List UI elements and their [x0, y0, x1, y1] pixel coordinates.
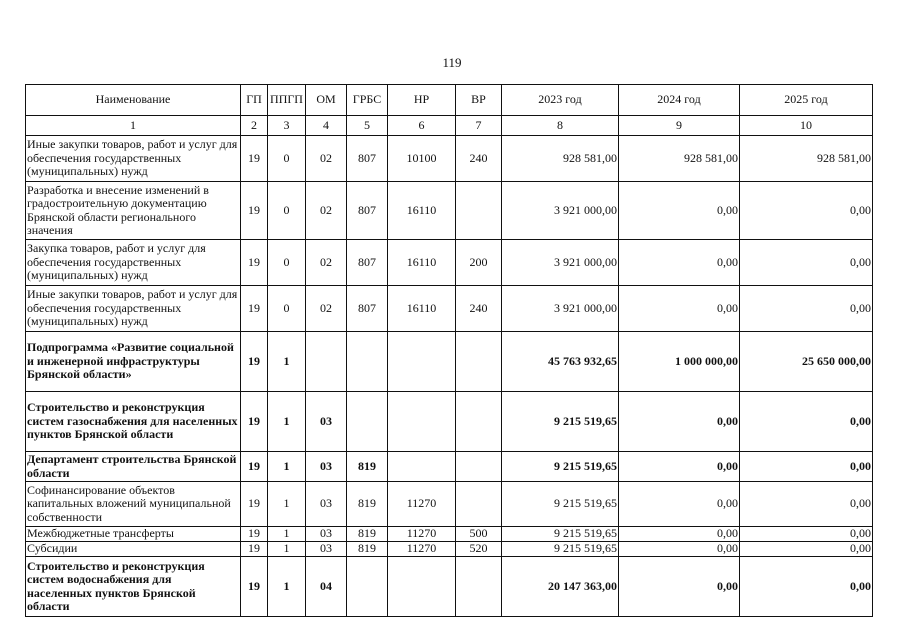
cell-gp: 19 — [241, 332, 268, 392]
cell-ppgp: 1 — [268, 557, 306, 617]
header-2023: 2023 год — [502, 85, 619, 116]
table-row — [26, 542, 873, 557]
cell-nr: 10100 — [388, 136, 456, 182]
cell-2023: 9 215 519,65 — [502, 542, 619, 557]
cell-grbs: 807 — [347, 136, 388, 182]
cell-2023: 45 763 932,65 — [502, 332, 619, 392]
row-name: Строительство и реконструкция систем газоснабжения для населенных пунктов Брянской области — [26, 392, 241, 452]
cell-grbs: 819 — [347, 452, 388, 482]
column-number: 10 — [740, 116, 873, 136]
cell-nr: 11270 — [388, 542, 456, 557]
cell-gp: 19 — [241, 136, 268, 182]
header-name: Наименование — [26, 85, 241, 116]
cell-nr: 11270 — [388, 482, 456, 527]
column-number: 3 — [268, 116, 306, 136]
column-number: 7 — [456, 116, 502, 136]
cell-om: 02 — [306, 136, 347, 182]
cell-om: 03 — [306, 482, 347, 527]
table-row — [26, 136, 873, 182]
cell-2023: 9 215 519,65 — [502, 392, 619, 452]
cell-2024: 0,00 — [619, 182, 740, 240]
cell-2023: 9 215 519,65 — [502, 482, 619, 527]
cell-2025: 0,00 — [740, 557, 873, 617]
cell-om: 03 — [306, 542, 347, 557]
cell-om: 03 — [306, 527, 347, 542]
cell-vr: 200 — [456, 240, 502, 286]
header-gp: ГП — [241, 85, 268, 116]
cell-ppgp: 1 — [268, 452, 306, 482]
cell-2024: 0,00 — [619, 482, 740, 527]
cell-gp: 19 — [241, 557, 268, 617]
cell-vr: 520 — [456, 542, 502, 557]
cell-om: 04 — [306, 557, 347, 617]
cell-om: 02 — [306, 286, 347, 332]
cell-2023: 3 921 000,00 — [502, 240, 619, 286]
column-number: 4 — [306, 116, 347, 136]
cell-2025: 0,00 — [740, 392, 873, 452]
table-row — [26, 182, 873, 240]
row-name: Софинансирование объектов капитальных вложений муниципальной собственности — [26, 482, 241, 527]
cell-nr — [388, 452, 456, 482]
cell-2023: 20 147 363,00 — [502, 557, 619, 617]
cell-vr — [456, 182, 502, 240]
column-number: 8 — [502, 116, 619, 136]
cell-grbs: 819 — [347, 482, 388, 527]
cell-gp: 19 — [241, 182, 268, 240]
cell-nr — [388, 392, 456, 452]
cell-grbs: 807 — [347, 240, 388, 286]
page-number: 119 — [442, 55, 462, 70]
cell-gp: 19 — [241, 286, 268, 332]
cell-2025: 928 581,00 — [740, 136, 873, 182]
cell-om — [306, 332, 347, 392]
cell-gp: 19 — [241, 542, 268, 557]
column-number: 2 — [241, 116, 268, 136]
cell-ppgp: 1 — [268, 527, 306, 542]
cell-om: 03 — [306, 392, 347, 452]
cell-2023: 3 921 000,00 — [502, 286, 619, 332]
row-name: Иные закупки товаров, работ и услуг для обеспечения государственных (муниципальных) нужд — [26, 286, 241, 332]
cell-2024: 0,00 — [619, 557, 740, 617]
row-name: Строительство и реконструкция систем водоснабжения для населенных пунктов Брянской области — [26, 557, 241, 617]
cell-ppgp: 0 — [268, 240, 306, 286]
column-number-row — [26, 116, 873, 136]
cell-vr — [456, 482, 502, 527]
cell-vr — [456, 452, 502, 482]
cell-nr — [388, 332, 456, 392]
column-number: 5 — [347, 116, 388, 136]
cell-2024: 0,00 — [619, 286, 740, 332]
cell-ppgp: 1 — [268, 542, 306, 557]
column-number: 6 — [388, 116, 456, 136]
row-name: Департамент строительства Брянской области — [26, 452, 241, 482]
row-name: Подпрограмма «Развитие социальной и инженерной инфраструктуры Брянской области» — [26, 332, 241, 392]
cell-nr: 16110 — [388, 182, 456, 240]
table-row — [26, 332, 873, 392]
cell-2025: 0,00 — [740, 182, 873, 240]
header-om: ОМ — [306, 85, 347, 116]
cell-ppgp: 0 — [268, 136, 306, 182]
table-row — [26, 392, 873, 452]
cell-2025: 0,00 — [740, 452, 873, 482]
header-ppgp: ППГП — [268, 85, 306, 116]
cell-grbs: 807 — [347, 286, 388, 332]
cell-om: 03 — [306, 452, 347, 482]
cell-2025: 0,00 — [740, 542, 873, 557]
cell-2025: 0,00 — [740, 240, 873, 286]
cell-grbs — [347, 557, 388, 617]
row-name: Иные закупки товаров, работ и услуг для обеспечения государственных (муниципальных) нужд — [26, 136, 241, 182]
cell-vr: 500 — [456, 527, 502, 542]
cell-2025: 0,00 — [740, 286, 873, 332]
cell-grbs: 819 — [347, 527, 388, 542]
cell-2023: 928 581,00 — [502, 136, 619, 182]
cell-ppgp: 0 — [268, 286, 306, 332]
cell-gp: 19 — [241, 240, 268, 286]
budget-table — [25, 84, 873, 617]
row-name: Межбюджетные трансферты — [26, 527, 241, 542]
cell-ppgp: 1 — [268, 332, 306, 392]
cell-grbs: 819 — [347, 542, 388, 557]
cell-2024: 0,00 — [619, 452, 740, 482]
cell-gp: 19 — [241, 392, 268, 452]
table-row — [26, 482, 873, 527]
table-row — [26, 286, 873, 332]
cell-om: 02 — [306, 182, 347, 240]
cell-nr: 11270 — [388, 527, 456, 542]
cell-grbs — [347, 332, 388, 392]
cell-gp: 19 — [241, 452, 268, 482]
cell-gp: 19 — [241, 482, 268, 527]
cell-2023: 3 921 000,00 — [502, 182, 619, 240]
cell-2024: 0,00 — [619, 392, 740, 452]
cell-2024: 1 000 000,00 — [619, 332, 740, 392]
column-number: 9 — [619, 116, 740, 136]
cell-2023: 9 215 519,65 — [502, 452, 619, 482]
cell-nr — [388, 557, 456, 617]
row-name: Закупка товаров, работ и услуг для обеспечения государственных (муниципальных) нужд — [26, 240, 241, 286]
cell-2025: 25 650 000,00 — [740, 332, 873, 392]
cell-vr: 240 — [456, 286, 502, 332]
cell-vr — [456, 557, 502, 617]
header-nr: НР — [388, 85, 456, 116]
table-row — [26, 240, 873, 286]
header-vr: ВР — [456, 85, 502, 116]
row-name: Субсидии — [26, 542, 241, 557]
cell-2025: 0,00 — [740, 527, 873, 542]
cell-ppgp: 1 — [268, 482, 306, 527]
header-row — [26, 85, 873, 116]
cell-2024: 0,00 — [619, 240, 740, 286]
row-name: Разработка и внесение изменений в градостроительную документацию Брянской области регионального значения — [26, 182, 241, 240]
cell-grbs: 807 — [347, 182, 388, 240]
header-2025: 2025 год — [740, 85, 873, 116]
cell-nr: 16110 — [388, 286, 456, 332]
cell-2025: 0,00 — [740, 482, 873, 527]
cell-ppgp: 0 — [268, 182, 306, 240]
table-row — [26, 452, 873, 482]
cell-vr — [456, 392, 502, 452]
header-grbs: ГРБС — [347, 85, 388, 116]
cell-gp: 19 — [241, 527, 268, 542]
header-2024: 2024 год — [619, 85, 740, 116]
cell-2024: 0,00 — [619, 542, 740, 557]
cell-om: 02 — [306, 240, 347, 286]
cell-vr: 240 — [456, 136, 502, 182]
table-row — [26, 527, 873, 542]
cell-2023: 9 215 519,65 — [502, 527, 619, 542]
cell-2024: 928 581,00 — [619, 136, 740, 182]
table-row — [26, 557, 873, 617]
column-number: 1 — [26, 116, 241, 136]
cell-2024: 0,00 — [619, 527, 740, 542]
cell-nr: 16110 — [388, 240, 456, 286]
cell-vr — [456, 332, 502, 392]
cell-grbs — [347, 392, 388, 452]
cell-ppgp: 1 — [268, 392, 306, 452]
